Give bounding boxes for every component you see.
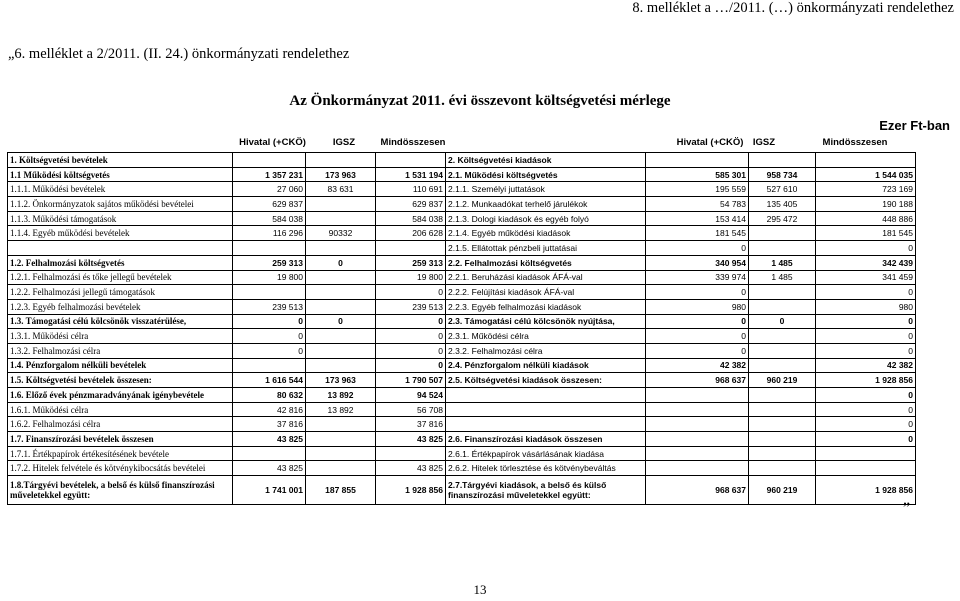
table-row [8, 314, 916, 329]
label-right: 2.2.2. Felújítási kiadások ÁFÁ-val [446, 285, 646, 300]
value-left-hivatal: 1 357 231 [233, 167, 306, 182]
table-row [8, 417, 916, 432]
label-right: 2.1.4. Egyéb működési kiadások [446, 226, 646, 241]
value-left-total: 19 800 [376, 270, 446, 285]
label-right: 2.2.1. Beruházási kiadások ÁFÁ-val [446, 270, 646, 285]
value-left-hivatal: 37 816 [233, 417, 306, 432]
value-right-hivatal [646, 388, 749, 403]
value-left-total: 0 [376, 285, 446, 300]
value-left-total: 1 928 856 [376, 476, 446, 505]
label-left: 1.3.1. Működési célra [8, 329, 233, 344]
value-left-hivatal [233, 285, 306, 300]
label-right: 2.6. Finanszírozási kiadások összesen [446, 432, 646, 447]
value-right-igsz [749, 226, 816, 241]
label-left: 1.8.Tárgyévi bevételek, a belső és külső finanszírozási műveletekkel együtt: [8, 476, 233, 505]
value-right-total: 181 545 [816, 226, 916, 241]
value-right-total: 342 439 [816, 255, 916, 270]
label-right: 2.1.2. Munkaadókat terhelő járulékok [446, 197, 646, 212]
label-right: 2.1.3. Dologi kiadások és egyéb folyó [446, 211, 646, 226]
value-right-hivatal: 585 301 [646, 167, 749, 182]
header-right: 8. melléklet a …/2011. (…) önkormányzati rendelethez [632, 0, 954, 16]
value-left-hivatal: 80 632 [233, 388, 306, 403]
value-right-hivatal: 0 [646, 329, 749, 344]
value-right-igsz [749, 299, 816, 314]
unit-label: Ezer Ft-ban [879, 118, 950, 133]
value-right-igsz [749, 329, 816, 344]
value-right-igsz: 1 485 [749, 270, 816, 285]
value-right-total: 1 928 856 [816, 476, 916, 505]
label-left: 1.2. Felhalmozási költségvetés [8, 255, 233, 270]
value-left-total [376, 446, 446, 461]
value-right-igsz [749, 358, 816, 373]
value-left-total [376, 241, 446, 256]
label-left: 1.6. Előző évek pénzmaradványának igénybevétele [8, 388, 233, 403]
value-right-igsz: 135 405 [749, 197, 816, 212]
value-right-igsz [749, 343, 816, 358]
value-left-igsz: 173 963 [306, 373, 376, 388]
label-right: 2.1. Működési költségvetés [446, 167, 646, 182]
value-right-total: 0 [816, 241, 916, 256]
table-row [8, 211, 916, 226]
value-left-igsz [306, 432, 376, 447]
value-left-total: 629 837 [376, 197, 446, 212]
label-right [446, 417, 646, 432]
value-right-hivatal: 968 637 [646, 373, 749, 388]
value-left-igsz [306, 417, 376, 432]
value-right-hivatal [646, 417, 749, 432]
value-right-igsz [749, 432, 816, 447]
value-right-igsz [749, 153, 816, 168]
label-right: 2.2. Felhalmozási költségvetés [446, 255, 646, 270]
value-left-hivatal: 239 513 [233, 299, 306, 314]
label-right: 2.3. Támogatási célú kölcsönök nyújtása, [446, 314, 646, 329]
value-left-total: 94 524 [376, 388, 446, 403]
value-right-igsz: 960 219 [749, 476, 816, 505]
value-left-total: 1 790 507 [376, 373, 446, 388]
label-left: 1.1.1. Működési bevételek [8, 182, 233, 197]
value-right-igsz: 295 472 [749, 211, 816, 226]
value-left-total: 206 628 [376, 226, 446, 241]
table-row [8, 270, 916, 285]
value-right-total: 0 [816, 329, 916, 344]
label-left: 1.1.2. Önkormányzatok sajátos működési bevételei [8, 197, 233, 212]
value-left-igsz [306, 241, 376, 256]
label-right: 2.1.1. Személyi juttatások [446, 182, 646, 197]
value-right-igsz [749, 241, 816, 256]
value-left-hivatal [233, 358, 306, 373]
value-right-igsz: 1 485 [749, 255, 816, 270]
col-header-right-total: Mindösszesen [822, 137, 888, 148]
value-right-total: 341 459 [816, 270, 916, 285]
value-right-hivatal: 54 783 [646, 197, 749, 212]
table-row [8, 476, 916, 505]
value-left-igsz: 13 892 [306, 402, 376, 417]
value-right-igsz [749, 388, 816, 403]
value-left-hivatal: 19 800 [233, 270, 306, 285]
col-header-left-igsz: IGSZ [332, 137, 356, 148]
table-row [8, 182, 916, 197]
label-right: 2.4. Pénzforgalom nélküli kiadások [446, 358, 646, 373]
value-left-igsz: 90332 [306, 226, 376, 241]
value-left-igsz [306, 446, 376, 461]
table-row [8, 402, 916, 417]
value-left-hivatal: 43 825 [233, 432, 306, 447]
value-right-igsz [749, 285, 816, 300]
label-left: 1.2.3. Egyéb felhalmozási bevételek [8, 299, 233, 314]
value-left-hivatal: 43 825 [233, 461, 306, 476]
value-right-hivatal [646, 461, 749, 476]
value-right-total: 1 928 856 [816, 373, 916, 388]
value-left-total: 43 825 [376, 461, 446, 476]
col-header-right-hivatal: Hivatal (+CKÖ) [676, 137, 744, 148]
value-left-igsz: 187 855 [306, 476, 376, 505]
label-left: 1.2.1. Felhalmozási és tőke jellegű bevételek [8, 270, 233, 285]
table-row [8, 461, 916, 476]
label-left: 1.7.1. Értékpapírok értékesítésének bevétele [8, 446, 233, 461]
value-right-hivatal: 968 637 [646, 476, 749, 505]
col-header-right-igsz: IGSZ [752, 137, 776, 148]
table-row [8, 241, 916, 256]
value-right-igsz [749, 461, 816, 476]
value-right-igsz [749, 402, 816, 417]
page-title: Az Önkormányzat 2011. évi összevont költségvetési mérlege [289, 93, 671, 109]
col-header-left-total: Mindösszesen [380, 137, 446, 148]
budget-table [7, 152, 916, 505]
value-left-hivatal [233, 241, 306, 256]
label-left: 1.6.2. Felhalmozási célra [8, 417, 233, 432]
label-left: 1.1.3. Működési támogatások [8, 211, 233, 226]
value-right-total [816, 153, 916, 168]
table-row [8, 373, 916, 388]
value-right-total: 980 [816, 299, 916, 314]
value-left-total: 584 038 [376, 211, 446, 226]
table-row [8, 226, 916, 241]
label-right: 2.2.3. Egyéb felhalmozási kiadások [446, 299, 646, 314]
value-left-hivatal: 1 616 544 [233, 373, 306, 388]
value-left-igsz [306, 270, 376, 285]
label-left: 1.4. Pénzforgalom nélküli bevételek [8, 358, 233, 373]
table-row [8, 197, 916, 212]
value-left-total: 239 513 [376, 299, 446, 314]
value-left-hivatal: 0 [233, 343, 306, 358]
value-left-hivatal [233, 446, 306, 461]
value-left-total: 43 825 [376, 432, 446, 447]
value-right-igsz: 0 [749, 314, 816, 329]
value-right-total: 0 [816, 402, 916, 417]
label-left: 1.3.2. Felhalmozási célra [8, 343, 233, 358]
value-left-total: 0 [376, 329, 446, 344]
value-right-total: 0 [816, 388, 916, 403]
value-left-igsz [306, 197, 376, 212]
value-left-total: 110 691 [376, 182, 446, 197]
table-row [8, 285, 916, 300]
value-left-hivatal: 1 741 001 [233, 476, 306, 505]
value-left-total: 1 531 194 [376, 167, 446, 182]
label-right [446, 402, 646, 417]
label-right: 2.6.1. Értékpapírok vásárlásának kiadása [446, 446, 646, 461]
table-row [8, 255, 916, 270]
label-left: 1. Költségvetési bevételek [8, 153, 233, 168]
value-right-hivatal: 181 545 [646, 226, 749, 241]
table-row [8, 329, 916, 344]
value-left-total [376, 153, 446, 168]
table-row [8, 388, 916, 403]
value-right-total: 1 544 035 [816, 167, 916, 182]
value-left-igsz [306, 299, 376, 314]
label-right: 2. Költségvetési kiadások [446, 153, 646, 168]
value-right-total: 42 382 [816, 358, 916, 373]
label-right: 2.3.2. Felhalmozási célra [446, 343, 646, 358]
value-left-total: 259 313 [376, 255, 446, 270]
value-right-igsz [749, 417, 816, 432]
value-left-hivatal: 0 [233, 314, 306, 329]
value-left-hivatal: 116 296 [233, 226, 306, 241]
label-left: 1.2.2. Felhalmozási jellegű támogatások [8, 285, 233, 300]
value-right-hivatal [646, 153, 749, 168]
label-left: 1.3. Támogatási célú kölcsönök visszatérülése, [8, 314, 233, 329]
value-left-igsz [306, 211, 376, 226]
label-right [446, 388, 646, 403]
value-left-igsz [306, 329, 376, 344]
label-right: 2.6.2. Hitelek törlesztése és kötvénybeváltás [446, 461, 646, 476]
value-right-hivatal [646, 446, 749, 461]
label-left: 1.1 Működési költségvetés [8, 167, 233, 182]
label-left: 1.7.2. Hitelek felvétele és kötvénykibocsátás bevételei [8, 461, 233, 476]
value-right-total: 723 169 [816, 182, 916, 197]
value-left-igsz [306, 285, 376, 300]
value-right-total [816, 446, 916, 461]
value-left-hivatal: 584 038 [233, 211, 306, 226]
table-row [8, 432, 916, 447]
value-right-igsz: 960 219 [749, 373, 816, 388]
label-right: 2.5. Költségvetési kiadások összesen: [446, 373, 646, 388]
value-left-igsz: 83 631 [306, 182, 376, 197]
value-right-total: 0 [816, 314, 916, 329]
value-right-hivatal: 0 [646, 285, 749, 300]
value-right-total: 0 [816, 343, 916, 358]
value-left-hivatal: 259 313 [233, 255, 306, 270]
value-left-total: 0 [376, 314, 446, 329]
value-left-hivatal: 42 816 [233, 402, 306, 417]
value-right-hivatal: 42 382 [646, 358, 749, 373]
value-left-hivatal: 629 837 [233, 197, 306, 212]
value-right-hivatal: 153 414 [646, 211, 749, 226]
value-right-total: 0 [816, 285, 916, 300]
value-right-hivatal: 0 [646, 343, 749, 358]
table-row [8, 299, 916, 314]
value-right-igsz: 527 610 [749, 182, 816, 197]
value-right-hivatal [646, 402, 749, 417]
value-left-hivatal: 0 [233, 329, 306, 344]
value-left-igsz [306, 153, 376, 168]
table-row [8, 153, 916, 168]
value-right-igsz: 958 734 [749, 167, 816, 182]
value-right-total: 448 886 [816, 211, 916, 226]
value-right-hivatal: 980 [646, 299, 749, 314]
value-right-total: 0 [816, 432, 916, 447]
value-right-total [816, 461, 916, 476]
label-right: 2.3.1. Működési célra [446, 329, 646, 344]
value-left-hivatal [233, 153, 306, 168]
value-left-igsz [306, 461, 376, 476]
value-left-igsz: 13 892 [306, 388, 376, 403]
value-left-total: 0 [376, 358, 446, 373]
table-row [8, 446, 916, 461]
value-right-total: 0 [816, 417, 916, 432]
value-right-total: 190 188 [816, 197, 916, 212]
value-left-igsz: 173 963 [306, 167, 376, 182]
value-left-igsz [306, 358, 376, 373]
value-right-hivatal: 195 559 [646, 182, 749, 197]
table-row [8, 358, 916, 373]
value-left-igsz [306, 343, 376, 358]
table-row [8, 343, 916, 358]
value-left-total: 0 [376, 343, 446, 358]
value-right-igsz [749, 446, 816, 461]
label-left: 1.6.1. Működési célra [8, 402, 233, 417]
value-left-igsz: 0 [306, 314, 376, 329]
value-right-hivatal [646, 432, 749, 447]
value-left-igsz: 0 [306, 255, 376, 270]
table-row [8, 167, 916, 182]
page-number: 13 [473, 582, 487, 597]
label-right: 2.7.Tárgyévi kiadások, a belső és külső finanszírozási műveletekkel együtt: [446, 476, 646, 505]
col-header-left-hivatal: Hivatal (+CKÖ) [239, 137, 306, 148]
header-left: „6. melléklet a 2/2011. (II. 24.) önkormányzati rendelethez [8, 46, 350, 62]
value-right-hivatal: 340 954 [646, 255, 749, 270]
value-right-hivatal: 0 [646, 241, 749, 256]
value-right-hivatal: 0 [646, 314, 749, 329]
value-left-total: 37 816 [376, 417, 446, 432]
closing-quote: ” [903, 500, 911, 517]
label-right: 2.1.5. Ellátottak pénzbeli juttatásai [446, 241, 646, 256]
value-right-hivatal: 339 974 [646, 270, 749, 285]
value-left-total: 56 708 [376, 402, 446, 417]
value-left-hivatal: 27 060 [233, 182, 306, 197]
label-left: 1.1.4. Egyéb működési bevételek [8, 226, 233, 241]
label-left [8, 241, 233, 256]
label-left: 1.5. Költségvetési bevételek összesen: [8, 373, 233, 388]
label-left: 1.7. Finanszírozási bevételek összesen [8, 432, 233, 447]
